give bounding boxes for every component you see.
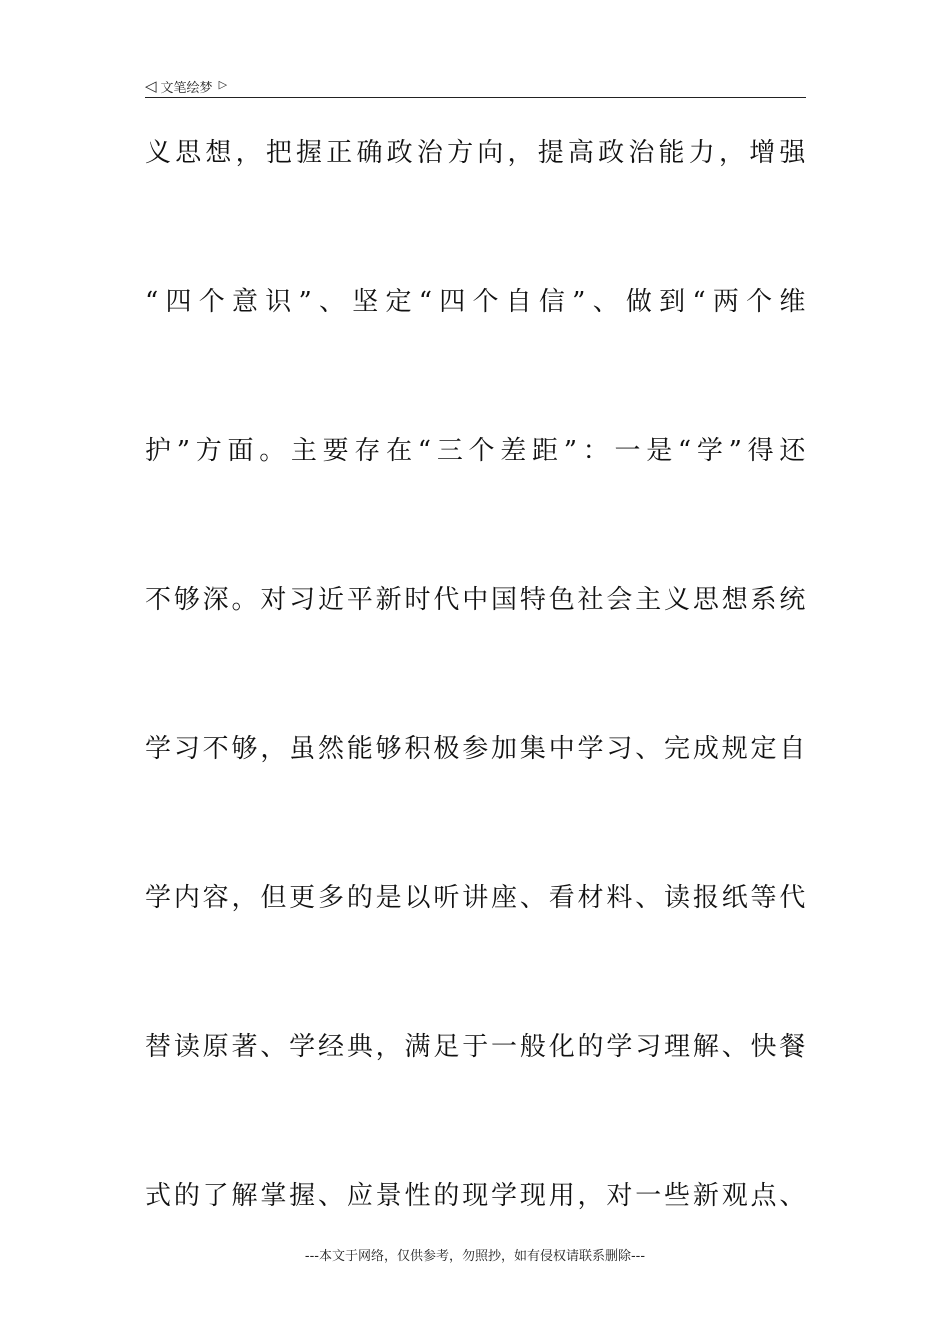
body-line: 义思想，把握正确政治方向，提高政治能力，增强 (145, 138, 806, 168)
body-line: 护”方面。主要存在“三个差距”：一是“学”得还 (145, 436, 806, 466)
header-title: 文笔绘梦 (160, 80, 213, 96)
body-line: 学习不够，虽然能够积极参加集中学习、完成规定自 (145, 734, 806, 764)
page-footer: ---本文于网络，仅供参考，勿照抄，如有侵权请联系删除--- (304, 1249, 646, 1264)
body-line: 学内容，但更多的是以听讲座、看材料、读报纸等代 (145, 883, 806, 913)
body-line: 不够深。对习近平新时代中国特色社会主义思想系统 (145, 585, 806, 615)
body-line: 式的了解掌握、应景性的现学现用，对一些新观点、 (145, 1181, 806, 1211)
body-line: “四个意识”、坚定“四个自信”、做到“两个维 (145, 287, 806, 317)
triangle-right-icon: ▷ (218, 77, 228, 91)
triangle-left-icon: ◁ (145, 76, 157, 95)
document-body (145, 0, 806, 1344)
body-line: 替读原著、学经典，满足于一般化的学习理解、快餐 (145, 1032, 806, 1062)
